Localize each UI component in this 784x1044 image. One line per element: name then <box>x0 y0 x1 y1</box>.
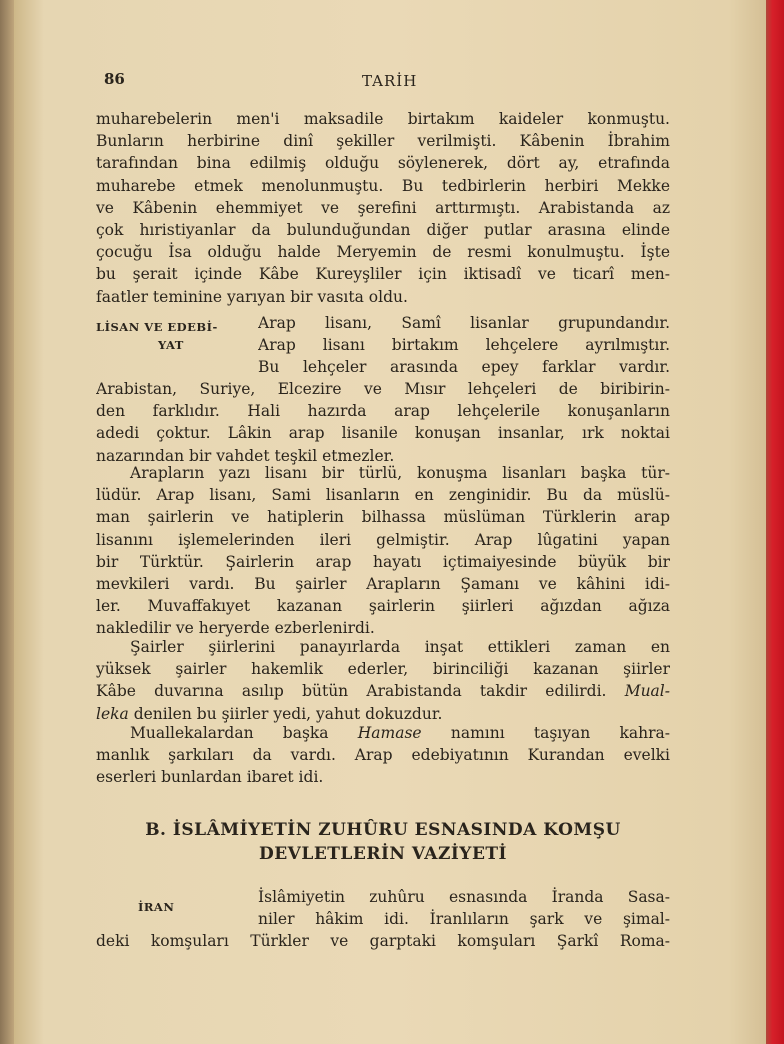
text-line: Arapların yazı lisanı bir türlü, konuşma lisanları başka tür- <box>130 464 670 482</box>
text-line: yüksek şairler hakemlik ederler, birinciliği kazanan şiirler <box>96 660 670 679</box>
text-line: Bu lehçeler arasında epey farklar vardır. <box>258 358 670 377</box>
italic-term: Hamase <box>357 724 422 742</box>
text-line: bu şerait içinde Kâbe Kureyşliler için iktisadî ve ticarî men- <box>96 265 670 284</box>
running-head: TARİH <box>362 72 418 90</box>
text-line: ve Kâbenin ehemmiyet ve şerefini arttırmıştı. Arabistanda az <box>96 198 670 217</box>
italic-term: Mual- <box>624 682 670 701</box>
text-line: niler hâkim idi. İranlıların şark ve şimal- <box>258 910 670 929</box>
red-page-edge <box>766 0 784 1044</box>
iran-paragraph <box>96 930 670 952</box>
paragraph-3 <box>96 636 670 725</box>
text-line: ler. Muvaffakıyet kazanan şairlerin şiirleri ağızdan ağıza <box>96 597 670 616</box>
text-line: tarafından bina edilmiş olduğu söylenerek, dört ay, etrafında <box>96 154 670 173</box>
lisan-side-text <box>258 312 670 379</box>
paragraph-4 <box>96 722 670 789</box>
iran-side-text <box>258 886 670 930</box>
text-line: lüdür. Arap lisanı, Sami lisanların en zenginidir. Bu da müslü- <box>96 486 670 505</box>
text-line: İslâmiyetin zuhûru esnasında İranda Sasa- <box>258 888 670 906</box>
text-line: mevkileri vardı. Bu şairler Arapların Şamanı ve kâhini idi- <box>96 575 670 594</box>
intro-paragraph <box>96 108 670 308</box>
page-header <box>104 70 674 94</box>
text-line: deki komşuları Türkler ve garptaki komşuları Şarkî Roma- <box>96 932 670 950</box>
text-line: den farklıdır. Hali hazırda arap lehçelerile konuşanların <box>96 402 670 421</box>
page-number: 86 <box>104 70 125 88</box>
text-line: faatler teminine yarıyan bir vasıta oldu. <box>96 287 408 306</box>
text-line: muharebelerin men'i maksadile birtakım kaideler konmuştu. <box>96 110 670 128</box>
text-line: lisanını işlemelerinden ileri gelmiştir. Arap lûgatini yapan <box>96 530 670 549</box>
text-line: adedi çoktur. Lâkin arap lisanile konuşan insanlar, ırk noktai <box>96 424 670 443</box>
text-line: eserleri bunlardan ibaret idi. <box>96 768 324 787</box>
text-line: çocuğu İsa olduğu halde Meryemin de resmi konulmuştu. İşte <box>96 243 670 262</box>
text-line: bir Türktür. Şairlerin arap hayatı içtimaiyesinde büyük bir <box>96 552 670 571</box>
lisan-paragraph <box>96 378 670 467</box>
text-line: nazarından bir vahdet teşkil etmezler. <box>96 446 395 465</box>
text-line: leka denilen bu şiirler yedi, yahut dokuzdur. <box>96 704 443 723</box>
text-line: Şairler şiirlerini panayırlarda inşat ettikleri zaman en <box>130 638 670 656</box>
text-line: man şairlerin ve hatiplerin bilhassa müslüman Türklerin arap <box>96 508 670 527</box>
side-heading-iran: İRAN <box>138 900 175 914</box>
text-line: nakledilir ve heryerde ezberlenirdi. <box>96 619 375 638</box>
text-line: Bunların herbirine dinî şekiller verilmişti. Kâbenin İbrahim <box>96 132 670 151</box>
text-line: manlık şarkıları da vardı. Arap edebiyatının Kurandan evelki <box>96 746 670 765</box>
text-line: Muallekalardan başka Hamase namını taşıyan kahra- <box>130 724 670 742</box>
section-title: B. İSLÂMİYETİN ZUHÛRU ESNASINDA KOMŞU DEVLETLERİN VAZİYETİ <box>145 820 621 864</box>
text-line: Arabistan, Suriye, Elcezire ve Mısır lehçeleri de biribirin- <box>96 380 670 398</box>
book-spine-shadow <box>0 0 14 1044</box>
text-line: çok hıristiyanlar da bulunduğundan diğer putlar arasına elinde <box>96 221 670 240</box>
paragraph-2 <box>96 462 670 640</box>
side-heading-lisan: LİSAN VE EDEBİ- YAT <box>96 320 218 352</box>
text-line: Kâbe duvarına asılıp bütün Arabistanda takdir edilirdi. Mual- <box>96 682 670 701</box>
text-line: muharebe etmek menolunmuştu. Bu tedbirlerin herbiri Mekke <box>96 176 670 195</box>
text-line: Arap lisanı birtakım lehçelere ayrılmıştır. <box>258 336 670 355</box>
text-line: Arap lisanı, Samî lisanlar grupundandır. <box>258 314 670 332</box>
italic-term: leka <box>96 704 129 723</box>
